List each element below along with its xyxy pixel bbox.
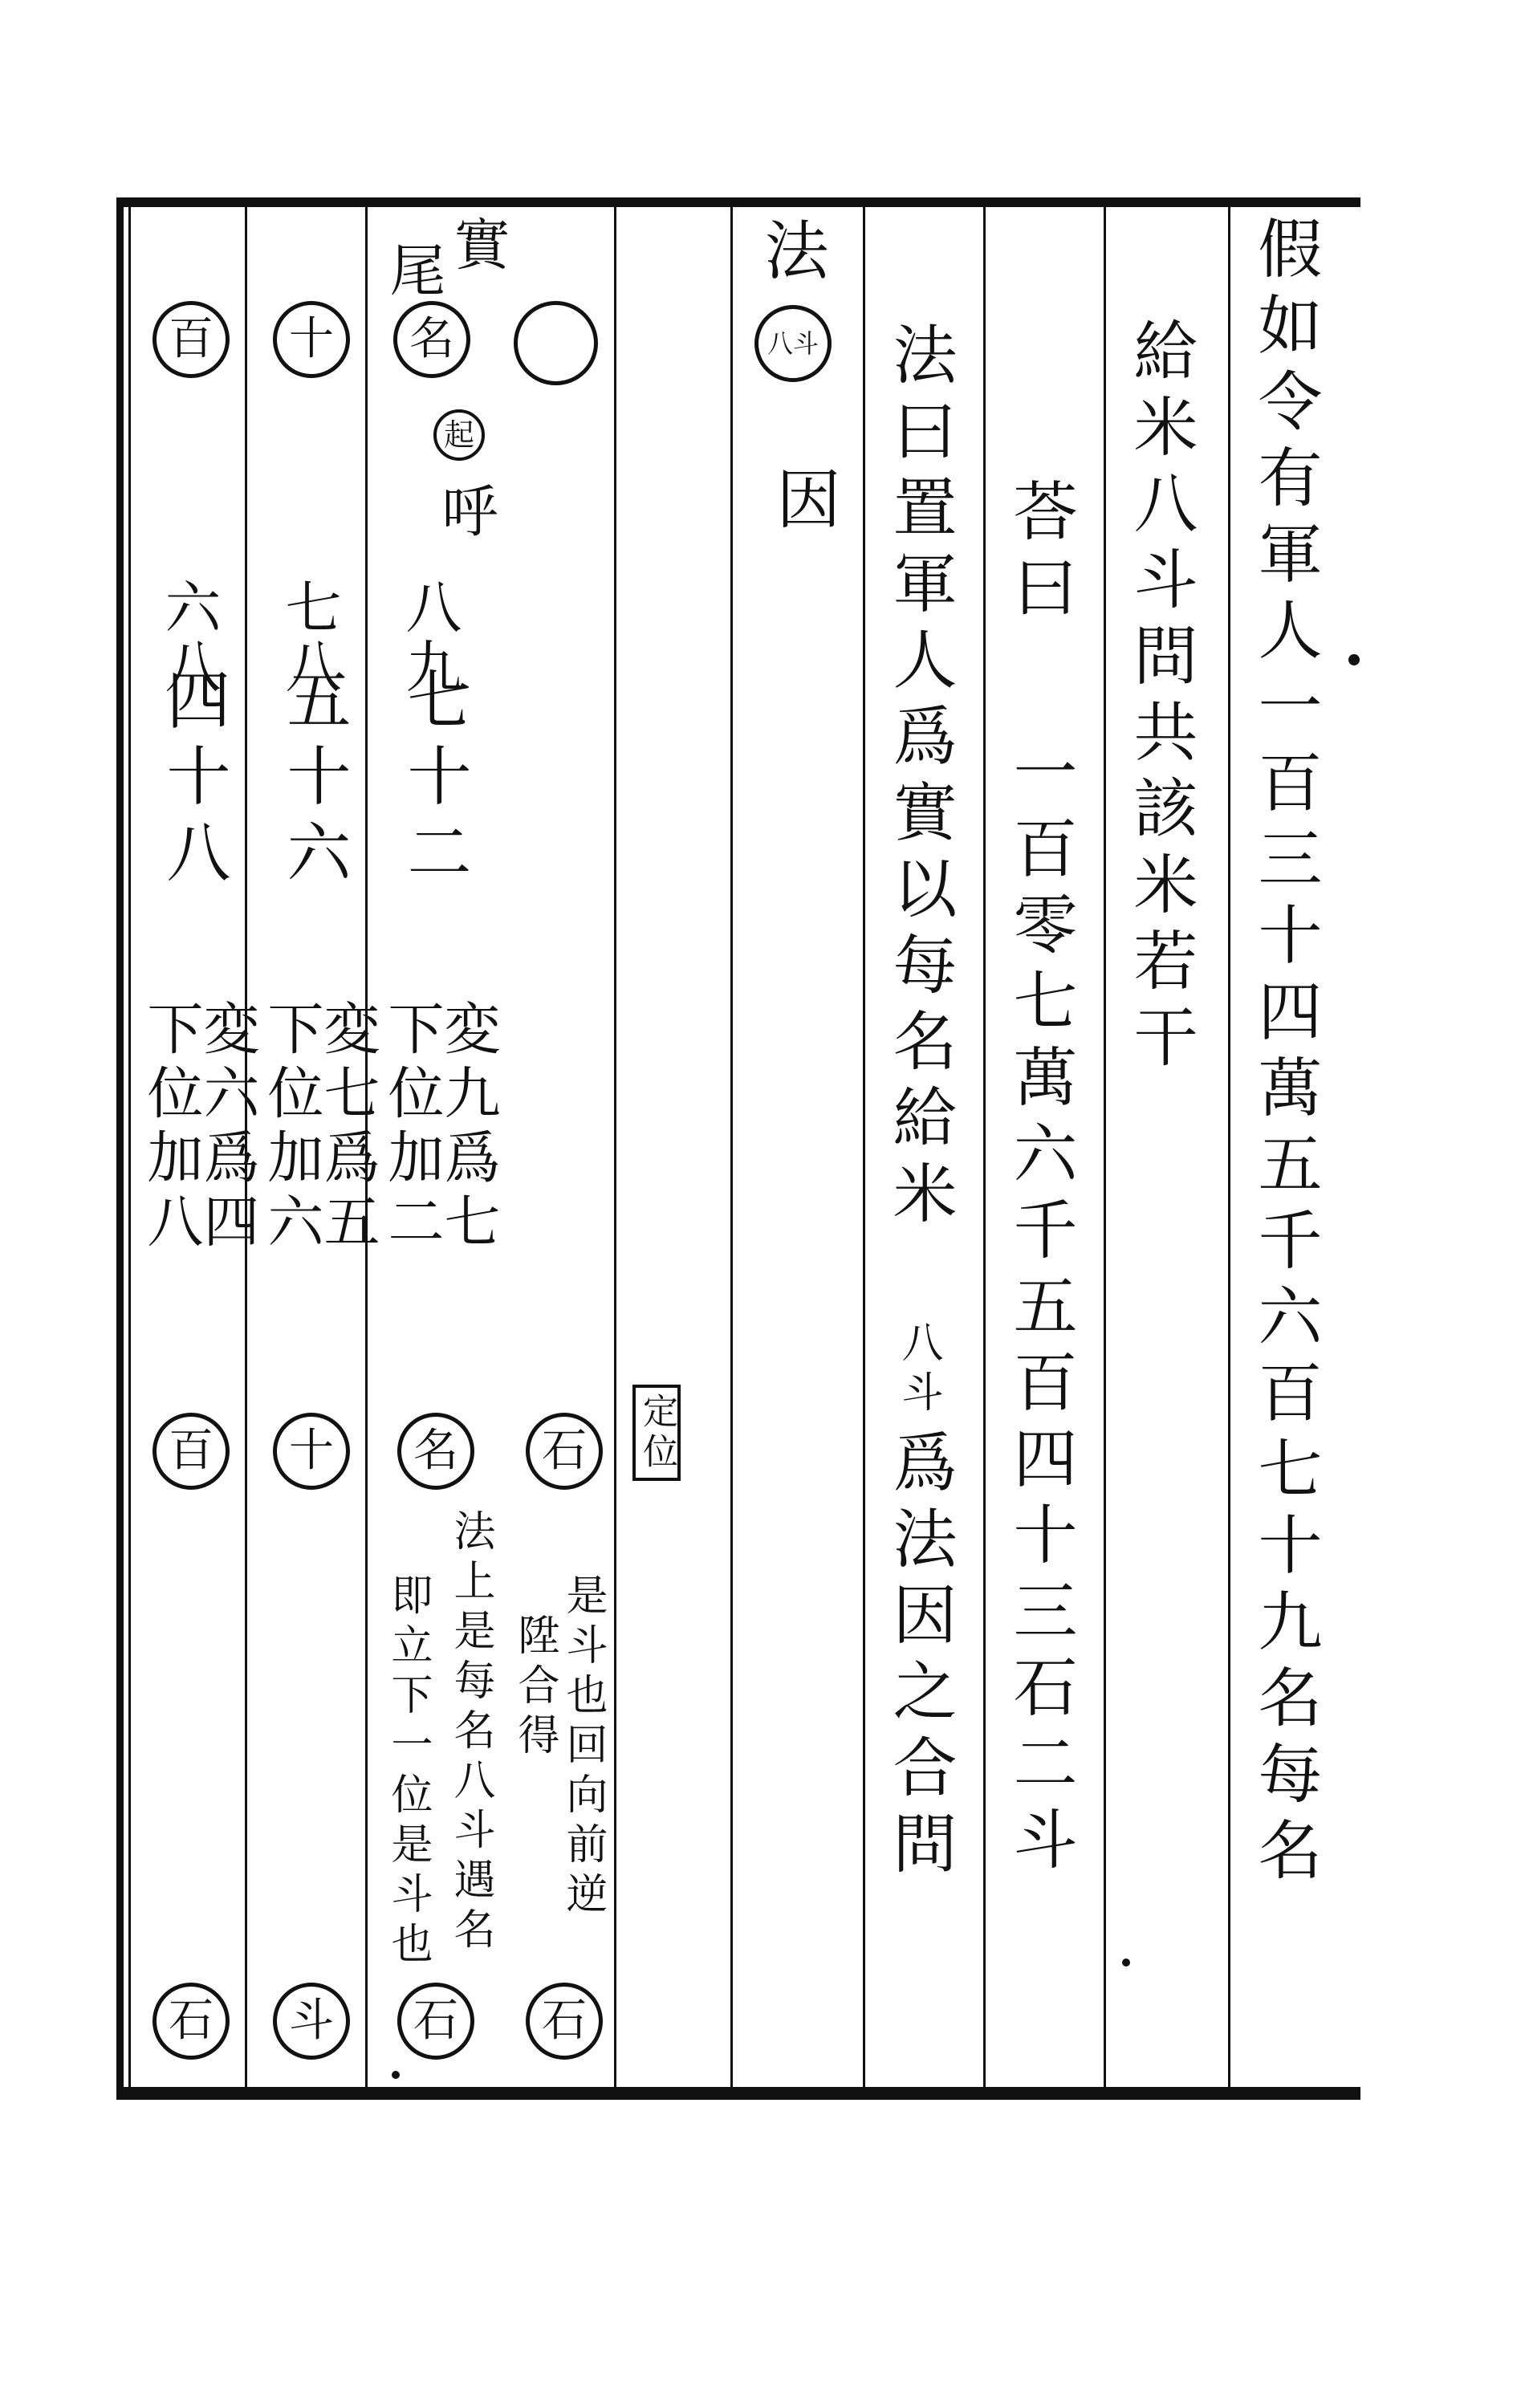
transform-note-2b: 下位加六: [258, 999, 324, 1256]
method-text: 法曰置軍人爲實以每名給米: [882, 321, 957, 1236]
ink-dot: [1122, 1959, 1130, 1967]
column-divider: [128, 207, 131, 2087]
shi-label: 實: [445, 215, 510, 279]
fa-circle-seal: 八斗: [754, 305, 832, 382]
calc-product-3: 四十八: [156, 666, 230, 895]
circle-seal-bottom-4: 石: [526, 1983, 603, 2060]
transform-note-3a: 変六爲四: [194, 999, 260, 1256]
method-text-end: 爲法因之合問: [882, 1429, 957, 1886]
answer-label: 荅曰: [1002, 478, 1077, 630]
left-border-rule: [116, 197, 124, 2100]
transform-note-2a: 変七爲五: [315, 999, 380, 1256]
transform-note-1a: 変九爲七: [435, 999, 501, 1256]
calc-product-2: 五十六: [276, 666, 351, 895]
circle-seal-bai: 百: [152, 1413, 230, 1490]
fa-label: 法: [754, 217, 828, 293]
column-divider: [614, 207, 616, 2087]
column-divider: [1228, 207, 1230, 2087]
ink-mark: [1348, 654, 1360, 665]
column-divider: [983, 207, 986, 2087]
calc-pair-2: 七八: [276, 578, 342, 697]
column-divider: [863, 207, 865, 2087]
circle-seal-hundred: 百: [152, 301, 230, 378]
bottom-border-rule: [116, 2087, 1360, 2100]
answer-text: 一百零七萬六千五百四十三石二斗: [1002, 738, 1077, 1882]
transform-note-3b: 下位加八: [138, 999, 204, 1256]
calc-pair-3: 六八: [156, 578, 222, 697]
dingwei-box-label: 定位: [632, 1385, 681, 1481]
shi-circle-seal: 名: [393, 301, 470, 378]
circle-seal-ming: 名: [397, 1413, 474, 1490]
calc-product-1: 七十二: [396, 666, 471, 895]
circle-seal-bottom-3: 石: [397, 1983, 474, 2060]
yin-label: 因: [766, 466, 840, 542]
circle-seal-col6: 石: [526, 1413, 603, 1490]
qi-circle-seal: 起: [433, 409, 485, 461]
note-line-1: 是斗也回向前逆: [559, 1573, 607, 1922]
note-line-2: 陞合得: [510, 1613, 559, 1763]
circle-seal-bottom-1: 石: [152, 1983, 230, 2060]
ink-dot: [392, 2071, 400, 2079]
column-divider: [730, 207, 733, 2087]
calc-pair-1: 八九: [396, 578, 462, 697]
circle-seal-ten: 十: [273, 301, 350, 378]
circle-seal-bottom-2: 斗: [273, 1983, 350, 2060]
transform-note-1b: 下位加二: [379, 999, 445, 1256]
wei-label: 尾: [380, 241, 446, 305]
problem-text-line-2: 給米八斗問共該米若干: [1123, 317, 1198, 1080]
empty-zero-circle: [514, 301, 598, 385]
column-divider: [1104, 207, 1106, 2087]
note-line-3: 法上是每名八斗遇名: [446, 1509, 494, 1957]
problem-text-line-1: 假如令有軍人一百三十四萬五千六百七十九名每名: [1247, 215, 1322, 1893]
method-inline-note: 八斗: [894, 1320, 942, 1420]
top-border-rule: [116, 197, 1360, 207]
note-line-4: 即立下一位是斗也: [384, 1573, 432, 1971]
circle-seal-shi-ten: 十: [273, 1413, 350, 1490]
hu-label: 呼: [433, 482, 498, 546]
